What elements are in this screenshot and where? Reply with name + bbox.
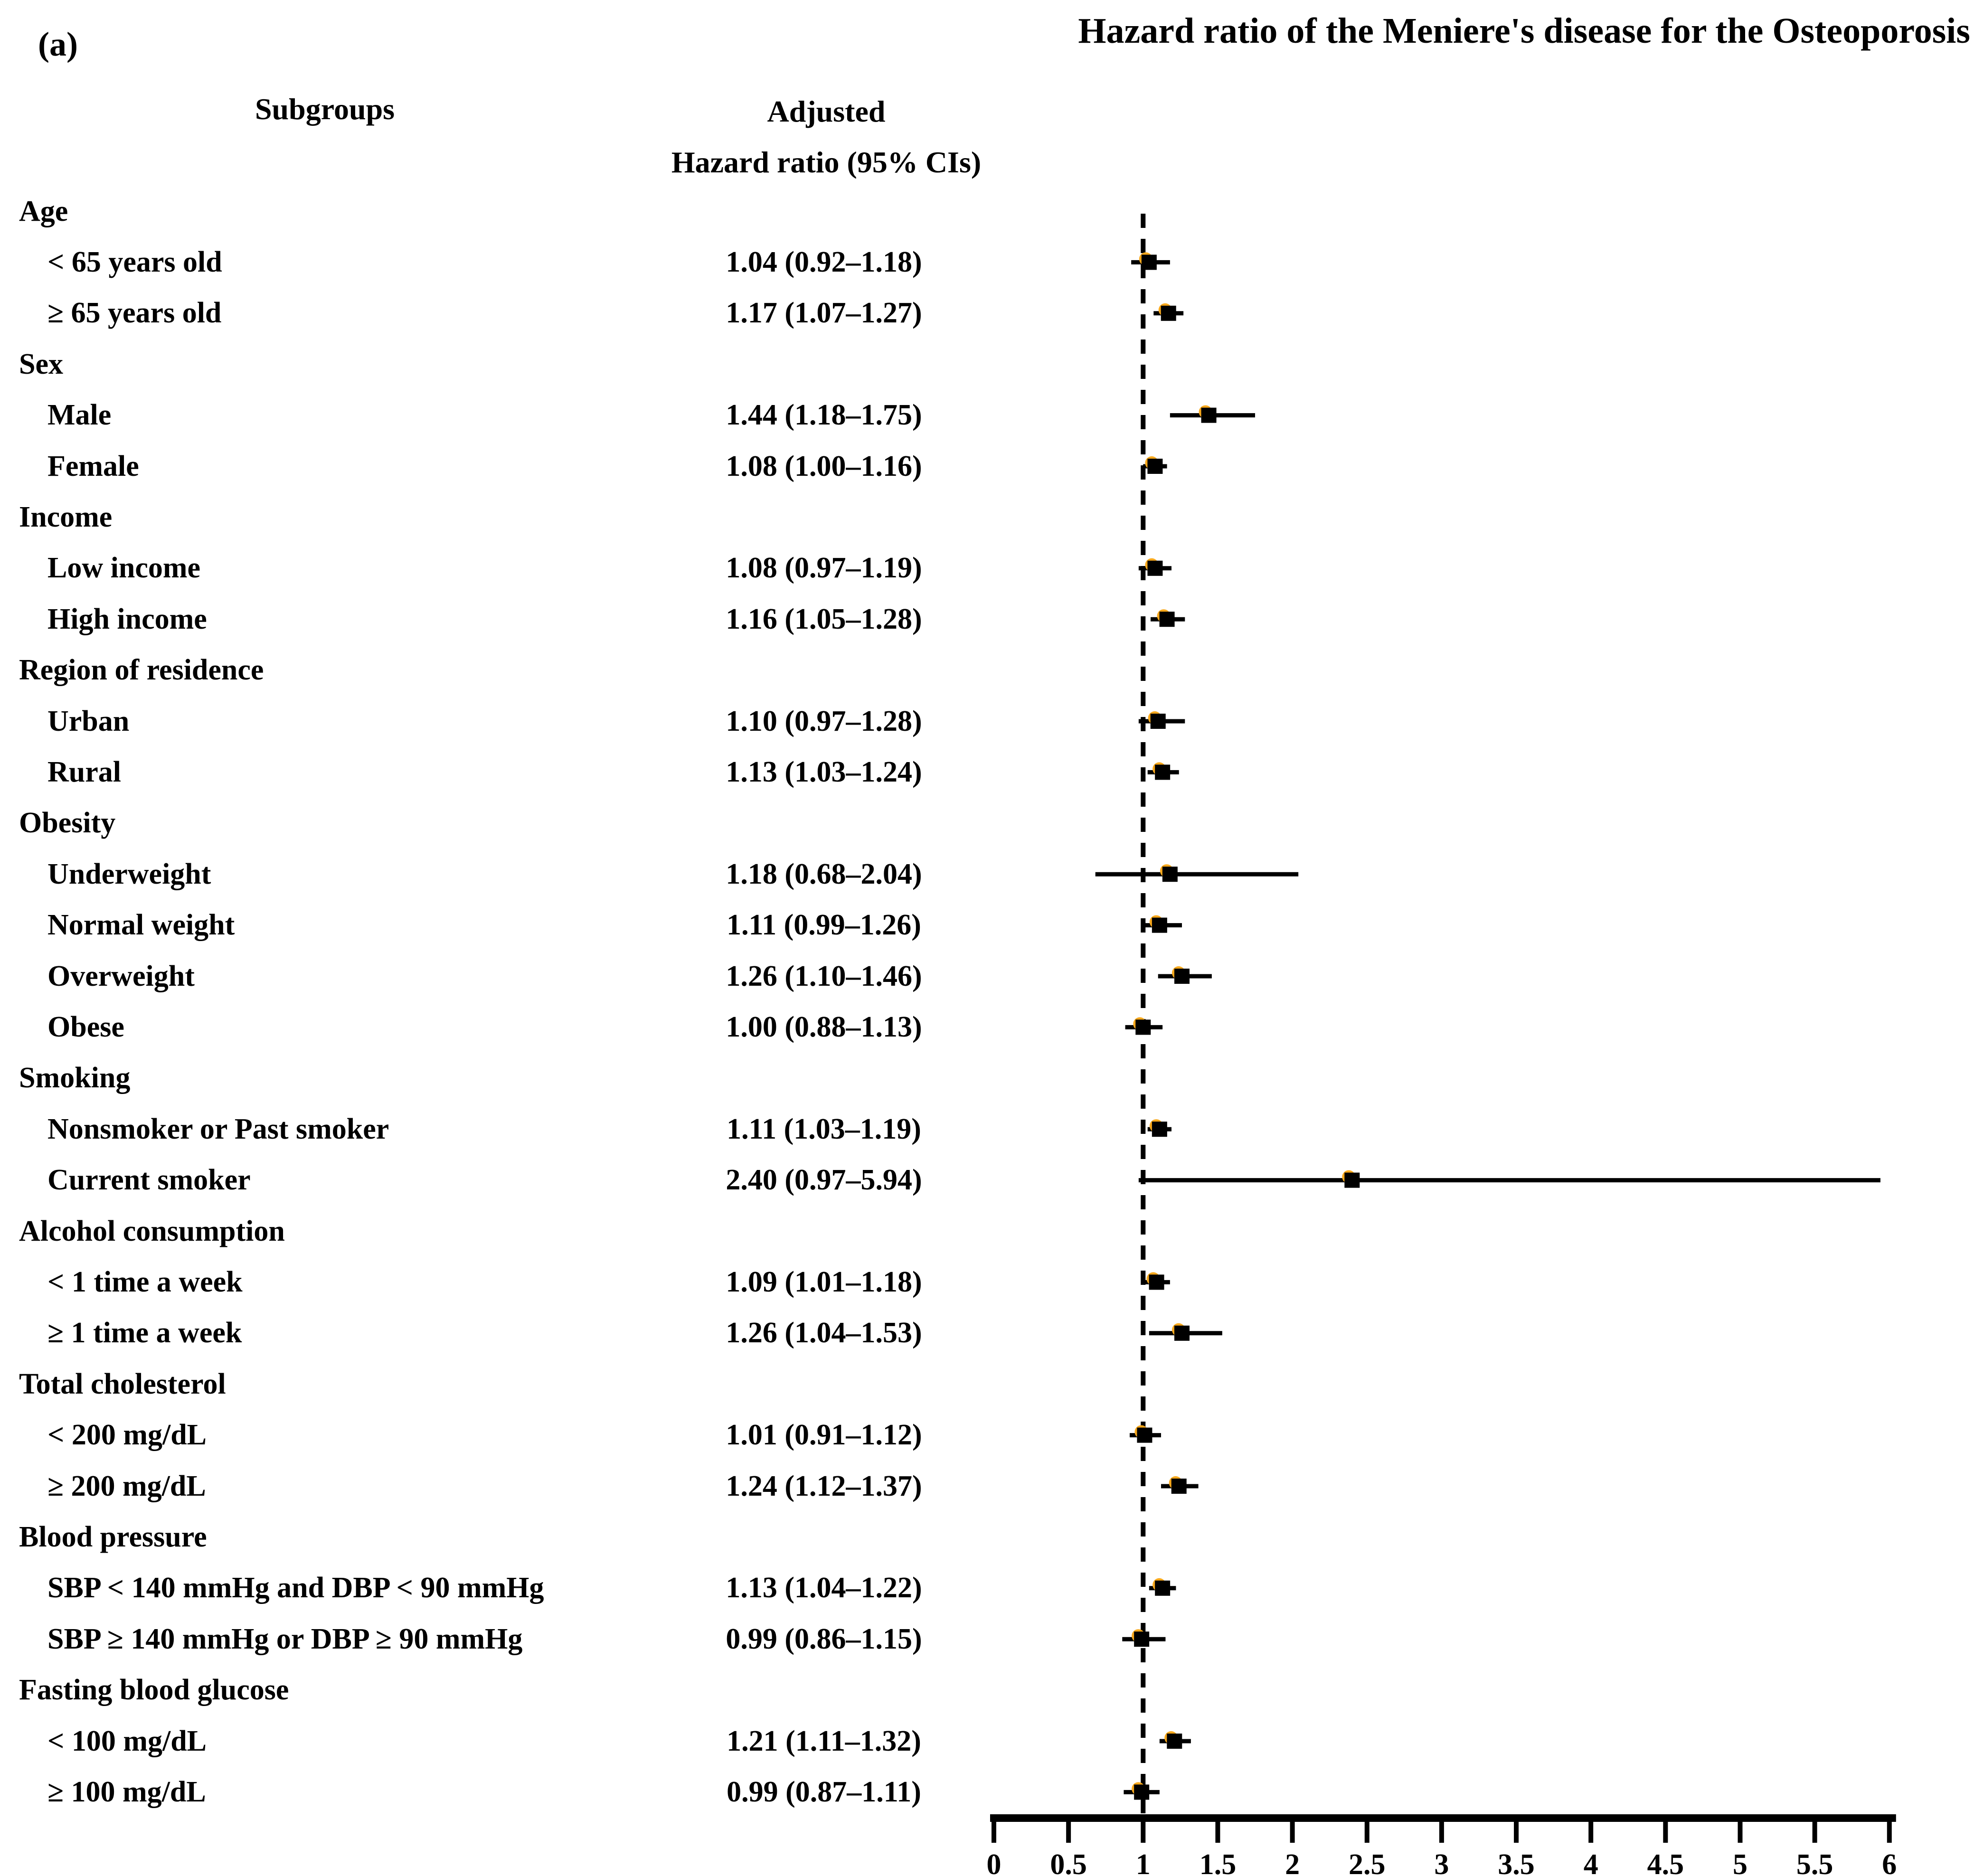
- hazard-ratio-value: 2.40 (0.97–5.94): [726, 1164, 922, 1197]
- group-header-label: Alcohol consumption: [19, 1215, 285, 1247]
- panel-label: (a): [38, 25, 78, 63]
- hazard-ratio-value: 1.13 (1.03–1.24): [726, 755, 922, 788]
- subgroup-label: Obese: [47, 1010, 124, 1043]
- subgroup-label: Female: [47, 450, 139, 482]
- point-estimate-square: [1135, 1019, 1151, 1035]
- hazard-ratio-value: 1.17 (1.07–1.27): [726, 297, 922, 330]
- subgroup-label: < 100 mg/dL: [47, 1725, 207, 1757]
- point-estimate-square: [1134, 1631, 1149, 1647]
- hazard-ratio-value: 1.09 (1.01–1.18): [726, 1265, 922, 1298]
- column-header-adjusted: Adjusted: [767, 94, 886, 128]
- subgroup-label: Current smoker: [47, 1164, 251, 1197]
- group-header-label: Region of residence: [19, 654, 264, 687]
- point-estimate-square: [1152, 1122, 1167, 1137]
- subgroup-label: Low income: [47, 552, 201, 584]
- subgroup-label: < 65 years old: [47, 245, 222, 278]
- subgroup-label: Male: [47, 399, 112, 432]
- subgroup-label: SBP ≥ 140 mmHg or DBP ≥ 90 mmHg: [47, 1622, 523, 1655]
- hazard-ratio-value: 1.08 (1.00–1.16): [726, 450, 922, 482]
- hazard-ratio-value: 1.00 (0.88–1.13): [726, 1010, 922, 1043]
- x-axis-tick-label: 2: [1285, 1848, 1300, 1876]
- subgroup-label: ≥ 1 time a week: [47, 1317, 242, 1349]
- x-axis-tick-label: 0.5: [1050, 1848, 1087, 1876]
- point-estimate-square: [1167, 1734, 1182, 1749]
- subgroup-label: Rural: [47, 755, 121, 788]
- subgroup-label: ≥ 100 mg/dL: [47, 1775, 206, 1808]
- x-axis-tick-label: 5.5: [1796, 1848, 1833, 1876]
- point-estimate-square: [1171, 1479, 1187, 1494]
- figure-title: Hazard ratio of the Meniere's disease for the Osteoporosis: [1078, 11, 1970, 51]
- subgroup-label: Urban: [47, 705, 130, 737]
- hazard-ratio-value: 1.16 (1.05–1.28): [726, 603, 922, 635]
- x-axis-tick-label: 3.5: [1498, 1848, 1535, 1876]
- subgroup-label: Overweight: [47, 960, 195, 992]
- x-axis-tick-label: 0: [986, 1848, 1001, 1876]
- column-header-subgroups: Subgroups: [255, 92, 395, 126]
- hazard-ratio-value: 1.04 (0.92–1.18): [726, 245, 922, 278]
- point-estimate-square: [1147, 561, 1162, 576]
- hazard-ratio-value: 1.24 (1.12–1.37): [726, 1470, 922, 1502]
- group-header-label: Income: [19, 500, 113, 533]
- point-estimate-square: [1344, 1173, 1360, 1188]
- hazard-ratio-value: 1.26 (1.04–1.53): [726, 1317, 922, 1349]
- point-estimate-square: [1149, 1274, 1164, 1290]
- point-estimate-square: [1134, 1784, 1149, 1800]
- group-header-label: Age: [19, 195, 68, 227]
- subgroup-label: ≥ 65 years old: [47, 297, 222, 330]
- group-header-label: Smoking: [19, 1062, 131, 1094]
- group-header-label: Fasting blood glucose: [19, 1674, 289, 1706]
- point-estimate-square: [1147, 459, 1162, 474]
- point-estimate-square: [1155, 1581, 1170, 1596]
- subgroup-label: Nonsmoker or Past smoker: [47, 1112, 389, 1145]
- point-estimate-square: [1174, 969, 1190, 984]
- x-axis-tick-label: 4: [1583, 1848, 1598, 1876]
- subgroup-label: SBP < 140 mmHg and DBP < 90 mmHg: [47, 1572, 544, 1604]
- point-estimate-square: [1160, 612, 1175, 627]
- group-header-label: Blood pressure: [19, 1520, 207, 1553]
- x-axis-tick-label: 1.5: [1199, 1848, 1237, 1876]
- hazard-ratio-value: 0.99 (0.86–1.15): [726, 1622, 922, 1655]
- x-axis-tick-label: 3: [1434, 1848, 1449, 1876]
- hazard-ratio-value: 1.11 (0.99–1.26): [727, 909, 921, 942]
- hazard-ratio-value: 1.11 (1.03–1.19): [727, 1112, 921, 1145]
- hazard-ratio-value: 1.21 (1.11–1.32): [727, 1725, 921, 1757]
- subgroup-label: Normal weight: [47, 909, 235, 942]
- group-header-label: Sex: [19, 348, 63, 380]
- group-header-label: Obesity: [19, 807, 116, 839]
- hazard-ratio-value: 0.99 (0.87–1.11): [727, 1775, 921, 1808]
- x-axis-tick-label: 2.5: [1349, 1848, 1386, 1876]
- point-estimate-square: [1142, 255, 1157, 270]
- hazard-ratio-value: 1.26 (1.10–1.46): [726, 960, 922, 992]
- subgroup-label: < 200 mg/dL: [47, 1419, 207, 1452]
- hazard-ratio-value: 1.10 (0.97–1.28): [726, 705, 922, 737]
- point-estimate-square: [1201, 408, 1217, 423]
- x-axis-tick-label: 4.5: [1647, 1848, 1684, 1876]
- point-estimate-square: [1152, 918, 1167, 933]
- subgroup-label: ≥ 200 mg/dL: [47, 1470, 206, 1502]
- hazard-ratio-value: 1.13 (1.04–1.22): [726, 1572, 922, 1604]
- x-axis-tick-label: 1: [1135, 1848, 1151, 1876]
- x-axis-tick-label: 5: [1733, 1848, 1747, 1876]
- group-header-label: Total cholesterol: [19, 1367, 226, 1400]
- point-estimate-square: [1137, 1428, 1152, 1443]
- point-estimate-square: [1174, 1326, 1190, 1341]
- hazard-ratio-value: 1.08 (0.97–1.19): [726, 552, 922, 584]
- point-estimate-square: [1162, 867, 1178, 882]
- hazard-ratio-value: 1.01 (0.91–1.12): [726, 1419, 922, 1452]
- subgroup-label: High income: [47, 603, 207, 635]
- subgroup-label: Underweight: [47, 858, 211, 890]
- x-axis-tick-label: 6: [1882, 1848, 1897, 1876]
- point-estimate-square: [1155, 764, 1170, 780]
- hazard-ratio-value: 1.44 (1.18–1.75): [726, 399, 922, 432]
- subgroup-label: < 1 time a week: [47, 1265, 243, 1298]
- hazard-ratio-value: 1.18 (0.68–2.04): [726, 858, 922, 890]
- point-estimate-square: [1151, 714, 1166, 729]
- point-estimate-square: [1161, 306, 1176, 321]
- column-header-hazard-ratio: Hazard ratio (95% CIs): [671, 145, 982, 179]
